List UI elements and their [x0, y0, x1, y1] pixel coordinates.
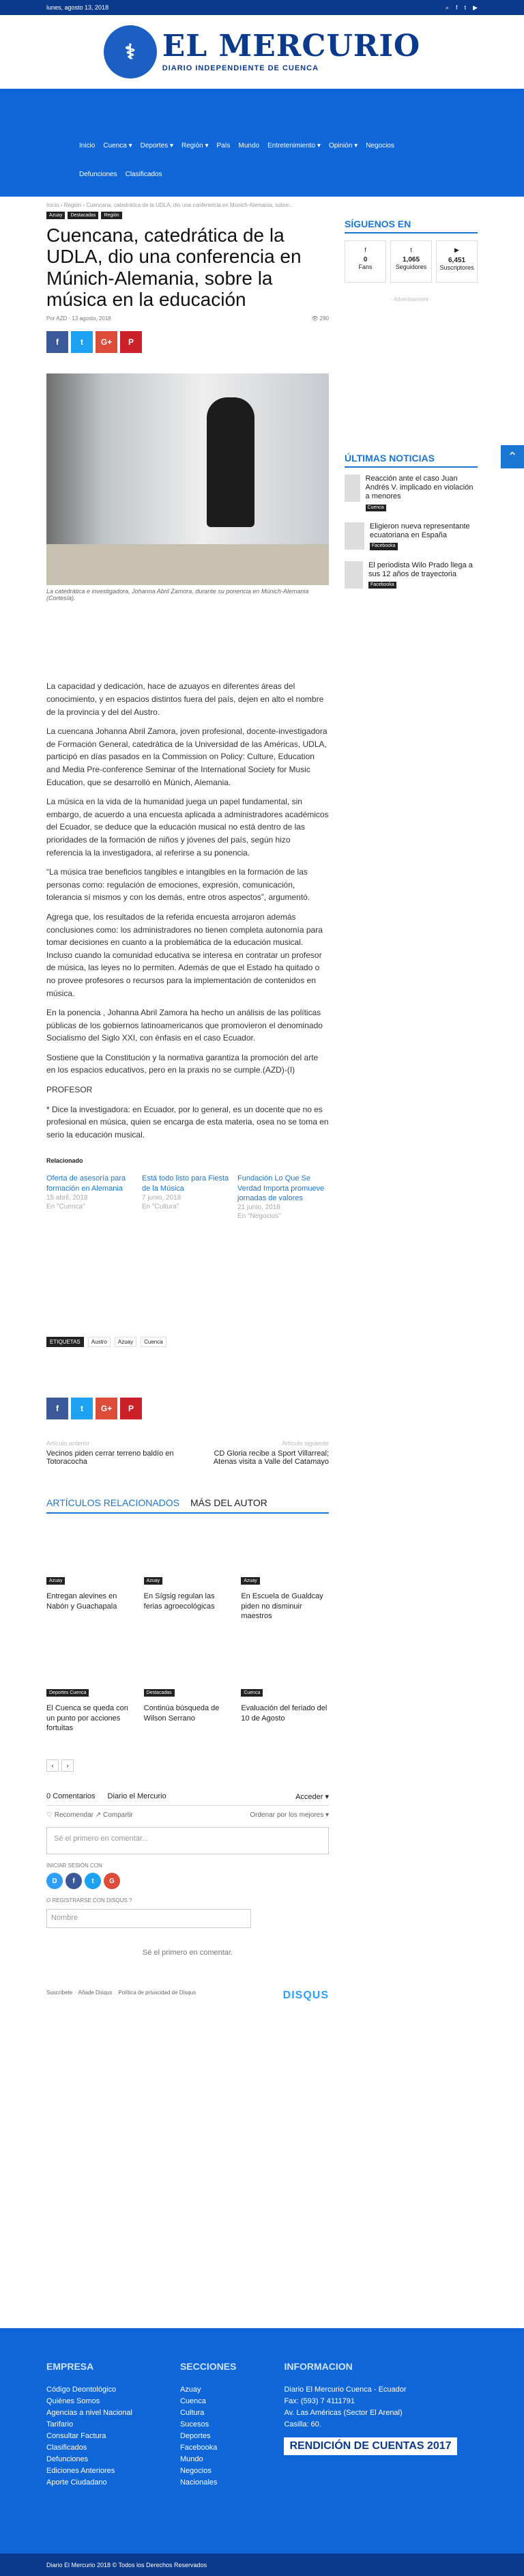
chevron-right-icon[interactable]: › [61, 1759, 74, 1772]
grid-item[interactable]: Azuay En Escuela de Gualdcay piden no disminuir maestros [241, 1579, 323, 1620]
logo-emblem: ⚕ [104, 25, 157, 79]
related-item[interactable]: Oferta de asesoría para formación en Alemania 15 abril, 2018 En "Cuenca" [46, 1174, 126, 1211]
facebook-share-button[interactable]: f [46, 1398, 68, 1419]
tag-austro[interactable]: Austro [88, 1337, 111, 1347]
footer-info: Casilla: 60. [284, 2420, 321, 2429]
site-logo[interactable] [104, 25, 420, 79]
eye-icon: 👁 [311, 315, 319, 322]
grid-item[interactable]: Destacadas Continúa búsqueda de Wilson Serrano [143, 1690, 220, 1723]
social-boxes [345, 240, 478, 283]
grid-pager [46, 1759, 329, 1772]
nav-pais[interactable]: País [216, 142, 231, 150]
facebook-share-button[interactable]: f [46, 331, 68, 353]
tag-destacadas[interactable]: Destacadas [68, 212, 98, 219]
add-disqus-link[interactable]: Añade Disqus [78, 1990, 113, 1996]
site-header [0, 15, 524, 89]
article-main [46, 212, 329, 2002]
pinterest-share-button[interactable]: P [120, 1398, 142, 1419]
nav-region[interactable]: Región ▾ [181, 142, 209, 150]
sidebar [345, 218, 478, 599]
latest-news-heading: ÚLTIMAS NOTICIAS [345, 453, 478, 468]
advertisement-label: - Advertisement - [390, 296, 432, 302]
footer-link[interactable]: Sucesos [179, 2420, 209, 2429]
chevron-up-icon[interactable]: ⌃ [501, 445, 524, 468]
nav-mundo[interactable]: Mundo [238, 142, 260, 150]
chevron-left-icon[interactable]: ‹ [46, 1759, 59, 1772]
nav-defunciones[interactable]: Defunciones [79, 171, 117, 178]
footer-link[interactable]: Ediciones Anteriores [46, 2467, 115, 2476]
related-tabs [46, 1497, 329, 1514]
subscribe-link[interactable]: Suscríbete [46, 1990, 73, 1996]
nav-opinion[interactable]: Opinión ▾ [328, 142, 358, 150]
footer-secciones: SECCIONES Azuay Cuenca Cultura Sucesos Deportes Facebooka Mundo Negocios Nacionales [180, 2361, 236, 2489]
footer-link[interactable]: Tarifario [46, 2420, 74, 2429]
nav-entretenimiento[interactable]: Entretenimiento ▾ [267, 142, 321, 150]
paragraph: La música en la vida de la humanidad juega un papel fundamental, sin embargo, de acuerdo a una encuesta aplicada a administradores académicos del Ecuador, se deduce que la educación musical no está dentro de las prioridades de la formación de niños y jóvenes del país, según hizo referencia la la investigadora, al referirse a su ponencia. [46, 797, 329, 858]
paragraph: Agrega que, los resultados de la referida encuesta arrojaron además conclusiones como: los administradores no tienen completa autonomía para tomar decisiones en cuanto a la problemática de la educación musical. Incluso cuando la comunidad educativa se interesa en contratar un profesor de música, las leyes no lo permiten. Además de que el Estado ha quitado o no provee profesores o recursos para la implementación de contenidos en música. [46, 911, 323, 998]
footer-info: Diario El Mercurio Cuenca - Ecuador [284, 2386, 407, 2394]
article-meta: Por AZD · 13 agosto, 2018 👁 290 [46, 315, 329, 322]
twitter-followers-box[interactable]: t 1,065 Seguidores [390, 240, 432, 283]
footer-link[interactable]: Aporte Ciudadano [46, 2478, 107, 2487]
register-label: O REGISTRARSE CON DISQUS ? [46, 1897, 132, 1904]
paragraph: PROFESOR [46, 1085, 93, 1095]
google-icon[interactable]: G [104, 1873, 120, 1889]
paragraph: “La música trae beneficios tangibles e intangibles en la formación de las personas como: regulación de emociones, expresión, comunicación, tolerancia sí mismos y con los demás, entre otros aspectos”, argumentó. [46, 867, 310, 903]
twitter-icon[interactable]: t [85, 1873, 101, 1889]
prev-next-nav [46, 1440, 329, 1466]
signin-options [46, 1873, 329, 1889]
etiquetas-label: ETIQUETAS [46, 1337, 84, 1347]
pinterest-share-button[interactable]: P [120, 331, 142, 353]
signin-label: INICIAR SESIÓN CON [46, 1863, 102, 1869]
latest-thumb [345, 561, 363, 589]
footer-link[interactable]: Cuenca [179, 2397, 206, 2406]
footer-empresa: EMPRESA Código Deontológico Quiénes Somos Agencias a nivel Nacional Tarifario Consultar Factura Clasificados Defunciones Ediciones Anteriores Aporte Ciudadano [46, 2361, 132, 2489]
nav-primary [79, 142, 394, 150]
breadcrumb: Inicio › Región › Cuencana, catedrática de la UDLA, dio una conferencia en Múnich-Alemania, sobre... [46, 202, 293, 208]
disqus-logo[interactable]: DISQUS [282, 1990, 329, 2002]
related-item[interactable]: Está todo listo para Fiesta de la Música 7 junio, 2018 En "Cultura" [142, 1174, 229, 1211]
comment-site[interactable]: Diario el Mercurio [107, 1792, 166, 1801]
footer-link[interactable]: Azuay [179, 2386, 201, 2394]
copyright-bar: Diario El Mercurio 2018 © Todos los Derechos Reservados [0, 2553, 524, 2576]
tab-articulos-relacionados[interactable]: ARTÍCULOS RELACIONADOS [46, 1497, 180, 1509]
share-icon: ↗ [95, 1811, 102, 1820]
youtube-icon[interactable]: ▶ [473, 3, 478, 11]
twitter-icon[interactable]: t [464, 3, 467, 11]
nav-deportes[interactable]: Deportes ▾ [140, 142, 173, 150]
facebook-fans-box[interactable]: f 0 Fans [345, 240, 386, 283]
facebook-icon[interactable]: f [456, 3, 458, 11]
google-plus-share-button[interactable]: G+ [96, 331, 117, 353]
related-heading: Relacionado [46, 1157, 83, 1165]
footer-link[interactable]: Clasificados [46, 2444, 87, 2452]
next-article[interactable]: Artículo siguiente CD Gloria recibe a Sport Villarreal; Atenas visita a Valle del Catamayo [213, 1440, 329, 1467]
facebook-icon[interactable]: f [66, 1873, 82, 1889]
site-footer [0, 2328, 524, 2553]
article-tags [46, 212, 329, 219]
prev-article[interactable]: Artículo anterior Vecinos piden cerrar terreno baldío en Totoracocha [46, 1440, 174, 1467]
nav-clasificados[interactable]: Clasificados [125, 171, 162, 178]
paragraph: En la ponencia , Johanna Abril Zamora ha hecho un análisis de las políticas públicas de los gobiernos latinoamericanos que promovieron el denominado Socialismo del Siglo XXI, con énfasis en el caso Ecuador. [46, 1008, 323, 1043]
tag-cuenca[interactable]: Cuenca [141, 1337, 166, 1347]
disqus-icon[interactable]: D [46, 1873, 63, 1889]
article-author[interactable]: Por AZD [46, 315, 68, 322]
site-subtitle: DIARIO INDEPENDIENTE DE CUENCA [162, 64, 319, 72]
share-button[interactable]: Compartir [102, 1811, 133, 1820]
related-section [46, 1157, 329, 1221]
photo-caption: La catedrática e investigadora, Johanna Abril Zamora, durante su ponencia en Múnich-Alemania (Cortesía). [46, 588, 309, 602]
twitter-share-button[interactable]: t [71, 1398, 93, 1419]
sort-dropdown[interactable]: Ordenar por los mejores ▾ [250, 1811, 329, 1820]
nav-negocios[interactable]: Negocios [366, 142, 394, 150]
name-input[interactable]: Nombre [46, 1909, 251, 1928]
footer-link[interactable]: Quiénes Somos [46, 2397, 100, 2406]
footer-link[interactable]: Código Deontológico [46, 2386, 117, 2394]
footer-info: Fax: (593) 7 4111791 [284, 2397, 355, 2406]
grid-item[interactable]: Cuenca Evaluación del feriado del 10 de Agosto [241, 1690, 328, 1723]
top-date: lunes, agosto 13, 2018 [46, 4, 109, 11]
nav-inicio[interactable]: Inicio [79, 142, 96, 150]
latest-thumb [345, 522, 364, 550]
paragraph: La capacidad y dedicación, hace de azuayos en diferentes áreas del conocimiento, y en espacios distintos fuera del país, dejen en alto el nombre de la provincia y del del Austro. [46, 681, 324, 717]
recommend-button[interactable]: Recomendar [54, 1811, 94, 1820]
footer-info: Av. Las Américas (Sector El Arenal) [284, 2409, 403, 2418]
article-date: 13 agosto, 2018 [72, 315, 111, 322]
footer-link[interactable]: Deportes [179, 2432, 211, 2441]
footer-link[interactable]: Agencias a nivel Nacional [46, 2409, 132, 2418]
latest-item[interactable]: Reacción ante el caso Juan Andrés V. implicado en violación a menores Cuenca [345, 475, 478, 511]
privacy-link[interactable]: Política de privacidad de Disqus [118, 1990, 196, 1996]
login-link[interactable]: Acceder ▾ [295, 1793, 329, 1802]
latest-item[interactable]: Eligieron nueva representante ecuatoriana en España Facebooka [345, 522, 478, 550]
footer-link[interactable]: Cultura [179, 2409, 205, 2418]
search-icon[interactable]: ⌕ [446, 3, 450, 11]
article-title: Cuencana, catedrática de la UDLA, dio una conferencia en Múnich-Alemania, sobre la música en la educación [46, 225, 302, 311]
tab-mas-del-autor[interactable]: MÁS DEL AUTOR [190, 1497, 267, 1509]
comment-count[interactable]: 0 Comentarios [46, 1792, 96, 1801]
related-grid [46, 1541, 329, 1755]
tag-azuay[interactable]: Azuay [46, 212, 65, 219]
grid-item[interactable]: Azuay Entregan alevines en Nabón y Guachapala [46, 1579, 117, 1611]
first-comment-text: Sé el primero en comentar. [142, 1949, 233, 1957]
google-plus-share-button[interactable]: G+ [96, 1398, 117, 1419]
footer-link[interactable]: Nacionales [179, 2478, 218, 2487]
article-body [46, 680, 329, 1141]
youtube-icon: ▶ [454, 246, 459, 253]
view-count: 👁 290 [311, 315, 329, 322]
latest-item[interactable]: El periodista Wilo Prado llega a sus 12 años de trayectoria Facebooka [345, 561, 478, 589]
etiquetas-row [46, 1337, 329, 1347]
footer-link[interactable]: Negocios [179, 2467, 212, 2476]
grid-item[interactable]: Azuay En Sígsig regulan las ferias agroecológicas [143, 1579, 215, 1611]
facebook-icon: f [364, 246, 366, 253]
nav-secondary [79, 171, 162, 178]
share-buttons-top [46, 331, 329, 353]
top-icons [446, 4, 478, 12]
footer-informacion: INFORMACION Diario El Mercurio Cuenca - Ecuador Fax: (593) 7 4111791 Av. Las Américas (Sector El Arenal) Casilla: 60. RENDICIÓN DE CUENTAS 2017 [284, 2361, 456, 2489]
paragraph: * Dice la investigadora: en Ecuador, por lo general, es un docente que no es profesional en música, quien se encarga de esta materia, osea no se toma en serio la educación musical. [46, 1104, 329, 1140]
article-photo [46, 373, 329, 585]
twitter-icon: t [410, 246, 412, 253]
sidebar-follow-heading: SÍGUENOS EN [345, 218, 478, 233]
nav-cuenca[interactable]: Cuenca ▾ [103, 142, 132, 150]
share-buttons-bottom [46, 1398, 329, 1419]
grid-item[interactable]: Deportes Cuenca El Cuenca se queda con un punto por acciones fortuitas [46, 1690, 128, 1732]
paragraph: La cuencana Johanna Abril Zamora, joven profesional, docente-investigadora de Formación General, catedrática de la Universidad de las Américas, UDLA, participó en días pasados en la Commission on Policy: Culture, Education and Media Pre-conference Seminar of the International Society for Music Education, que se desarrolló en Múnich, Alemania. [46, 726, 328, 787]
tag-region[interactable]: Región [101, 212, 121, 219]
rendicion-badge[interactable]: RENDICIÓN DE CUENTAS 2017 [284, 2437, 456, 2455]
paragraph: Sostiene que la Constitución y la normativa garantiza la promoción del arte en los espacios educativos, pero en la praxis no se cumple.(AZD)-(I) [46, 1052, 319, 1075]
footer-link[interactable]: Defunciones [46, 2455, 89, 2464]
twitter-share-button[interactable]: t [71, 331, 93, 353]
latest-news [345, 453, 478, 589]
disqus-comments [46, 1792, 329, 2002]
tag-azuay[interactable]: Azuay [115, 1337, 136, 1347]
related-item[interactable]: Fundación Lo Que Se Verdad Importa promueve jornadas de valores 21 junio, 2018 En "Negocios" [237, 1174, 325, 1221]
main-navigation [0, 89, 524, 197]
top-bar [0, 0, 524, 15]
footer-link[interactable]: Consultar Factura [46, 2432, 106, 2441]
heart-icon: ♡ [46, 1811, 53, 1820]
footer-link[interactable]: Facebooka [179, 2444, 218, 2452]
footer-link[interactable]: Mundo [179, 2455, 203, 2464]
youtube-subscribers-box[interactable]: ▶ 6,451 Suscriptores [436, 240, 478, 283]
latest-thumb [345, 475, 360, 502]
comment-input[interactable]: Sé el primero en comentar... [46, 1827, 329, 1854]
site-title: EL MERCURIO [162, 29, 421, 63]
